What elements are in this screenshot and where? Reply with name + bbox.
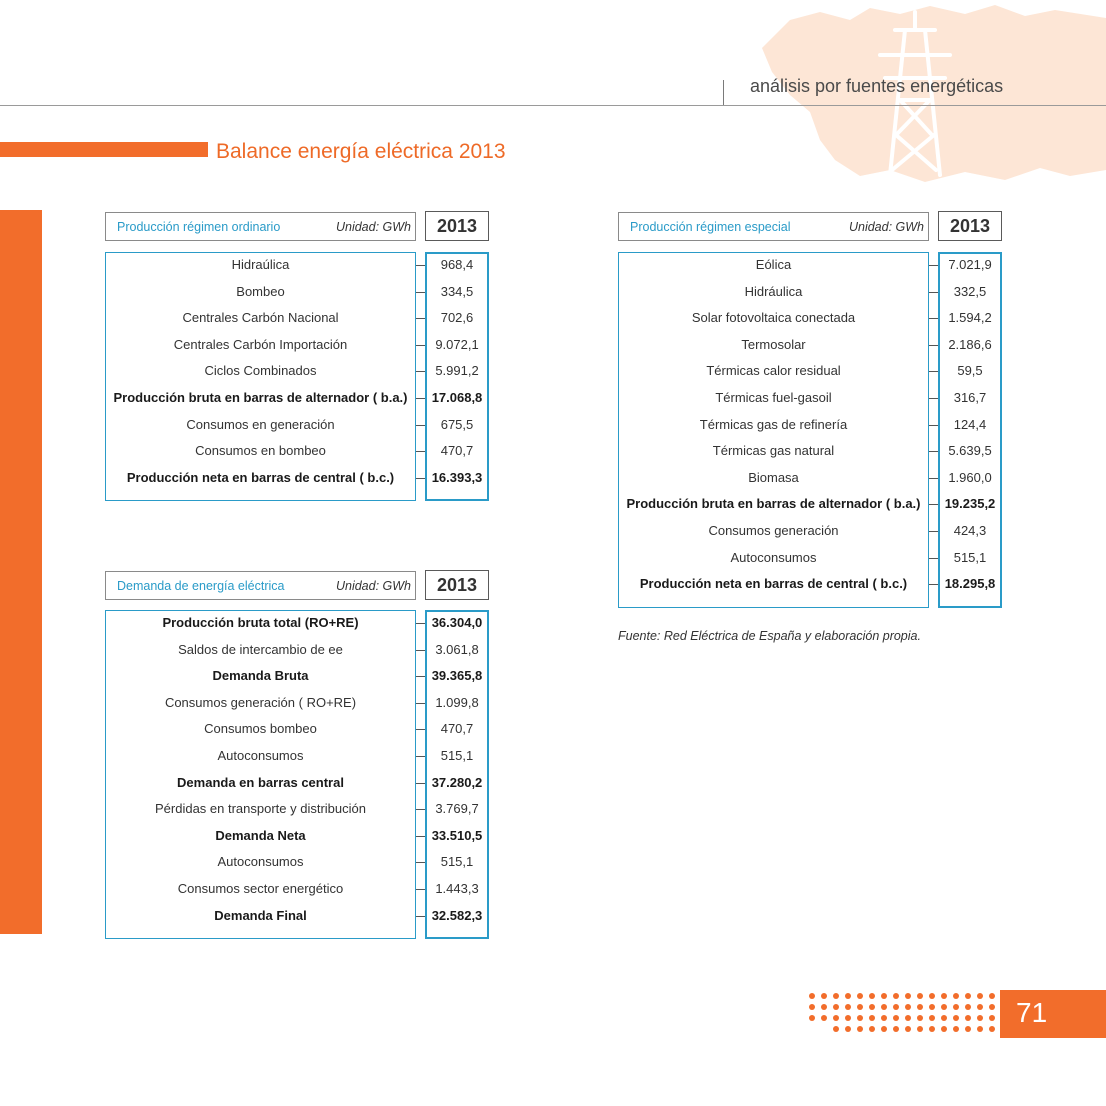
row-connector (929, 478, 938, 479)
row-value: 18.295,8 (944, 576, 996, 592)
page-title: Balance energía eléctrica 2013 (216, 140, 506, 163)
row-value: 36.304,0 (431, 615, 483, 630)
decor-dot (809, 1004, 815, 1010)
row-value: 1.960,0 (948, 469, 992, 485)
decor-dot (881, 1026, 887, 1032)
table-unit: Unidad: GWh (335, 579, 411, 593)
decor-dot (893, 993, 899, 999)
row-value: 39.365,8 (431, 668, 483, 684)
decor-dot (881, 1004, 887, 1010)
table-year: 2013 (425, 570, 489, 600)
decor-dot (869, 993, 875, 999)
row-label: Ciclos Combinados (204, 363, 317, 379)
row-value: 33.510,5 (431, 827, 483, 843)
decor-dot (905, 993, 911, 999)
decor-dot (845, 993, 851, 999)
row-label: Producción bruta total (RO+RE) (162, 615, 359, 630)
row-value: 316,7 (953, 390, 987, 405)
decor-dot (941, 1026, 947, 1032)
page-number: 71 (1016, 997, 1048, 1028)
row-connector (416, 345, 425, 346)
row-connector (929, 531, 938, 532)
row-value: 702,6 (440, 310, 474, 326)
row-connector (416, 916, 425, 917)
row-value: 5.639,5 (948, 443, 992, 459)
row-connector (929, 584, 938, 585)
row-value: 124,4 (953, 416, 987, 432)
table-year: 2013 (938, 211, 1002, 241)
row-value: 515,1 (440, 748, 474, 763)
row-value: 515,1 (440, 854, 474, 870)
decor-dot (893, 1015, 899, 1021)
row-connector (416, 729, 425, 730)
decor-dot (977, 1004, 983, 1010)
row-value: 5.991,2 (435, 363, 479, 379)
table-row (618, 358, 1002, 385)
row-label: Autoconsumos (217, 854, 304, 870)
row-value: 515,1 (953, 549, 987, 565)
row-label: Térmicas calor residual (706, 363, 841, 379)
decor-dot (989, 1004, 995, 1010)
row-connector (929, 265, 938, 266)
row-label: Biomasa (748, 469, 799, 485)
row-value: 470,7 (440, 443, 474, 459)
page-number-box (1000, 990, 1106, 1038)
decor-dot (809, 993, 815, 999)
row-connector (416, 676, 425, 677)
row-label: Térmicas gas de refinería (699, 416, 848, 432)
row-connector (929, 318, 938, 319)
table-row (105, 358, 489, 385)
row-value: 9.072,1 (435, 336, 479, 352)
table-row (105, 610, 489, 637)
row-value: 1.443,3 (435, 881, 479, 896)
table-row (105, 663, 489, 690)
row-value: 334,5 (440, 283, 474, 299)
row-value: 17.068,8 (431, 390, 483, 405)
decor-dot (857, 1026, 863, 1032)
decor-dot (917, 1026, 923, 1032)
row-connector (416, 478, 425, 479)
section-heading: análisis por fuentes energéticas (750, 76, 1004, 96)
table-row (618, 385, 1002, 412)
row-label: Consumos generación (708, 523, 839, 538)
row-connector (416, 889, 425, 890)
decor-dot (941, 1015, 947, 1021)
table-row (105, 743, 489, 770)
row-label: Hidráulica (744, 283, 803, 299)
row-label: Autoconsumos (217, 748, 304, 763)
row-connector (416, 425, 425, 426)
row-value: 2.186,6 (948, 336, 992, 352)
decor-dot (977, 1015, 983, 1021)
decor-dot (833, 1004, 839, 1010)
table-row (105, 465, 489, 492)
decor-dot (929, 1015, 935, 1021)
header-divider (723, 80, 724, 105)
table-row (105, 637, 489, 664)
decor-dot (821, 993, 827, 999)
decor-dot (953, 993, 959, 999)
row-value: 32.582,3 (431, 907, 483, 923)
decor-dot (905, 1004, 911, 1010)
decor-dot (965, 1026, 971, 1032)
row-value: 470,7 (440, 721, 474, 737)
row-value: 424,3 (953, 523, 987, 538)
table-row (618, 305, 1002, 332)
row-label: Consumos en generación (186, 416, 335, 432)
table-row (105, 823, 489, 850)
row-connector (416, 862, 425, 863)
row-connector (416, 836, 425, 837)
table-row (105, 385, 489, 412)
row-label: Térmicas gas natural (712, 443, 835, 459)
table-heading: Producción régimen especial (630, 220, 791, 234)
table-row (618, 491, 1002, 518)
decor-dot (833, 1015, 839, 1021)
row-connector (416, 623, 425, 624)
table-row (105, 796, 489, 823)
row-label: Hidraúlica (231, 257, 290, 272)
table-heading: Producción régimen ordinario (117, 220, 281, 234)
decor-dot (941, 1004, 947, 1010)
decor-dot (989, 993, 995, 999)
table-row (105, 770, 489, 797)
table-row (618, 438, 1002, 465)
row-value: 19.235,2 (944, 496, 996, 512)
decor-dot (989, 1026, 995, 1032)
decor-dot (905, 1015, 911, 1021)
row-connector (929, 371, 938, 372)
decor-dot (917, 993, 923, 999)
decor-dot (857, 1015, 863, 1021)
row-label: Térmicas fuel-gasoil (715, 390, 832, 405)
row-connector (929, 345, 938, 346)
table-row (105, 305, 489, 332)
decor-dot (929, 1004, 935, 1010)
table-row (618, 332, 1002, 359)
decor-dot (917, 1015, 923, 1021)
row-label: Demanda Neta (215, 827, 306, 843)
row-label: Saldos de intercambio de ee (178, 641, 343, 657)
row-connector (929, 292, 938, 293)
header-rule (0, 105, 1106, 106)
decor-dot (977, 1026, 983, 1032)
row-value: 332,5 (953, 283, 987, 299)
decor-dot (881, 1015, 887, 1021)
row-connector (416, 783, 425, 784)
decor-dot (869, 1015, 875, 1021)
row-label: Pérdidas en transporte y distribución (154, 801, 366, 817)
row-value: 3.769,7 (435, 801, 479, 817)
row-connector (416, 371, 425, 372)
decor-dot (965, 993, 971, 999)
row-label: Consumos sector energético (177, 881, 344, 896)
row-connector (416, 398, 425, 399)
table-row (105, 849, 489, 876)
table-header-ordinario (105, 212, 416, 241)
row-label: Eólica (755, 257, 792, 272)
row-value: 7.021,9 (948, 257, 992, 272)
decor-dot (989, 1015, 995, 1021)
decor-dot (857, 1004, 863, 1010)
table-row (618, 545, 1002, 572)
decor-dot (869, 1004, 875, 1010)
table-unit: Unidad: GWh (335, 220, 411, 234)
table-row (105, 876, 489, 903)
decor-dot (893, 1004, 899, 1010)
decor-dot (821, 1004, 827, 1010)
decor-dot (977, 993, 983, 999)
table-row (105, 279, 489, 306)
row-value: 16.393,3 (431, 469, 483, 485)
title-accent-bar (0, 142, 208, 157)
decor-dot (965, 1015, 971, 1021)
row-label: Producción neta en barras de central ( b.c.) (126, 469, 395, 485)
row-label: Termosolar (741, 336, 806, 352)
decor-dot (917, 1004, 923, 1010)
table-row (618, 412, 1002, 439)
row-label: Demanda en barras central (177, 774, 344, 790)
row-connector (929, 504, 938, 505)
decor-dot (857, 993, 863, 999)
row-connector (929, 558, 938, 559)
left-accent-band (0, 210, 42, 934)
row-label: Bombeo (236, 283, 285, 299)
row-connector (416, 703, 425, 704)
decor-dot (845, 1026, 851, 1032)
row-label: Producción neta en barras de central ( b.c.) (639, 576, 908, 592)
decor-dot (953, 1026, 959, 1032)
decor-dot (833, 1026, 839, 1032)
row-label: Solar fotovoltaica conectada (691, 310, 856, 326)
table-header-especial (618, 212, 929, 241)
decor-dot (821, 1015, 827, 1021)
decor-dot (893, 1026, 899, 1032)
source-note: Fuente: Red Eléctrica de España y elaboración propia. (618, 629, 921, 643)
row-connector (929, 425, 938, 426)
row-connector (929, 451, 938, 452)
table-row (105, 412, 489, 439)
row-value: 59,5 (957, 363, 983, 379)
decor-dot (881, 993, 887, 999)
decor-dot (905, 1026, 911, 1032)
row-label: Producción bruta en barras de alternador ( b.a.) (626, 496, 921, 512)
decor-dot (809, 1015, 815, 1021)
table-row (618, 252, 1002, 279)
table-year: 2013 (425, 211, 489, 241)
decor-dot (833, 993, 839, 999)
table-row (105, 690, 489, 717)
decor-dot (953, 1004, 959, 1010)
row-value: 3.061,8 (435, 641, 479, 657)
table-row (105, 332, 489, 359)
row-label: Centrales Carbón Importación (173, 336, 348, 352)
decor-dot (929, 993, 935, 999)
row-label: Consumos en bombeo (195, 443, 326, 459)
row-connector (416, 318, 425, 319)
row-value: 1.594,2 (948, 310, 992, 326)
row-label: Demanda Bruta (212, 668, 309, 684)
row-label: Consumos bombeo (204, 721, 317, 737)
row-label: Producción bruta en barras de alternador ( b.a.) (113, 390, 408, 405)
row-connector (416, 650, 425, 651)
row-value: 1.099,8 (435, 694, 479, 710)
table-unit: Unidad: GWh (848, 220, 924, 234)
row-value: 968,4 (440, 257, 474, 272)
row-value: 37.280,2 (431, 774, 483, 790)
row-label: Centrales Carbón Nacional (182, 310, 339, 326)
decor-dot (845, 1004, 851, 1010)
row-label: Autoconsumos (730, 549, 817, 565)
decor-dot (869, 1026, 875, 1032)
row-label: Demanda Final (214, 907, 307, 923)
row-connector (416, 292, 425, 293)
row-label: Consumos generación ( RO+RE) (164, 694, 357, 710)
decor-dot (845, 1015, 851, 1021)
decor-dot (929, 1026, 935, 1032)
row-connector (416, 265, 425, 266)
dot-pattern (808, 992, 1000, 1038)
table-row (105, 252, 489, 279)
decor-dot (953, 1015, 959, 1021)
row-connector (416, 809, 425, 810)
table-row (618, 279, 1002, 306)
decor-dot (965, 1004, 971, 1010)
row-value: 675,5 (440, 416, 474, 432)
row-connector (416, 451, 425, 452)
table-row (618, 518, 1002, 545)
table-heading: Demanda de energía eléctrica (117, 579, 285, 593)
decor-dot (941, 993, 947, 999)
table-row (105, 716, 489, 743)
table-header-demanda (105, 571, 416, 600)
table-row (105, 438, 489, 465)
table-row (618, 465, 1002, 492)
table-row (105, 903, 489, 930)
row-connector (416, 756, 425, 757)
row-connector (929, 398, 938, 399)
table-row (618, 571, 1002, 598)
